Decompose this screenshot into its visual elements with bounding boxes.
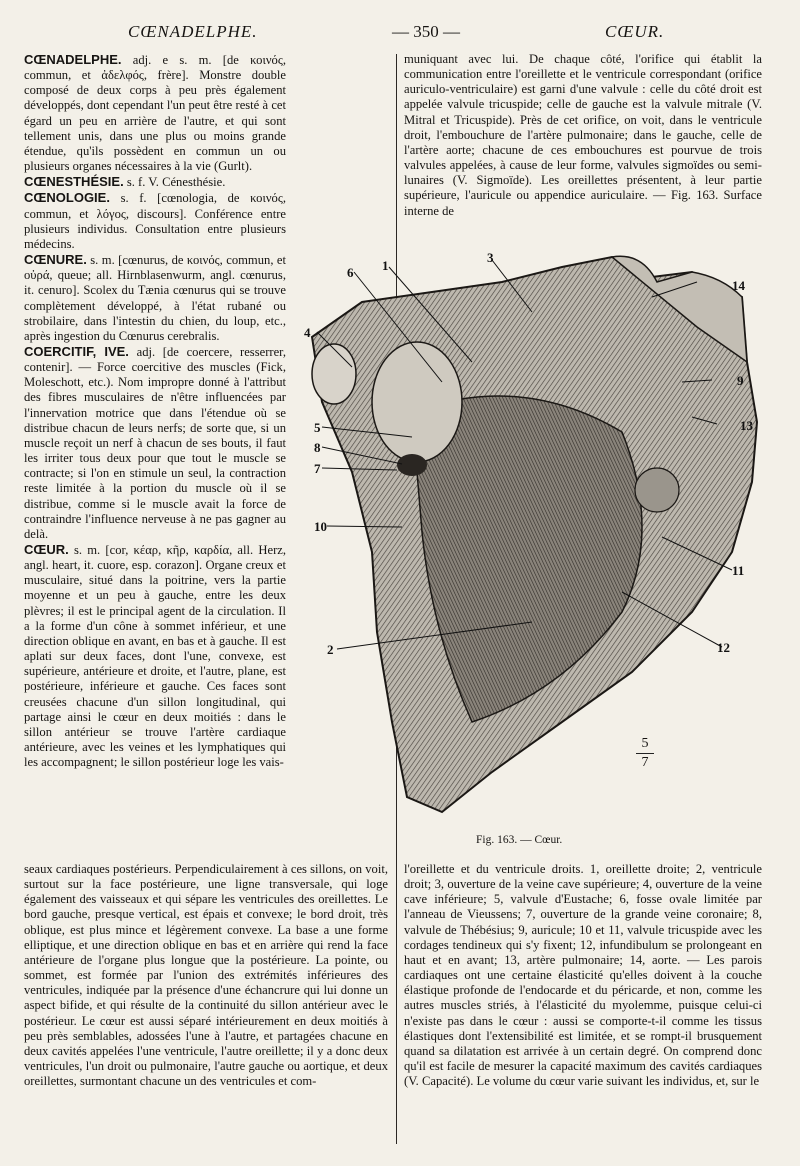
entry-text: s. f. V. Cénesthésie. bbox=[123, 175, 226, 190]
left-running-head: CŒNADELPHE. bbox=[128, 22, 258, 41]
figure-caption: Fig. 163. — Cœur. bbox=[476, 834, 563, 846]
figure-label: 7 bbox=[314, 461, 321, 476]
bottom-left-column bbox=[24, 862, 388, 1089]
right-top-paragraph: muniquant avec lui. De chaque côté, l'orifice qui établit la communication entre l'oreillette et le ventricule correspondant (orifice auriculo-ventriculaire) est garni d'une valvule : celle du côté droit est appelée valvule tricuspide; celle de gauche est la valvule mitrale (V. Mitral et Tricuspide). Près de cet orifice, on voit, dans le ventricule droit, l'embouchure de l'artère pulmonaire; dans le gauche, celle de l'artère aorte; chacune de ces embouchures est pourvue de trois valvules appelées, à cause de leur forme, valvules sigmoïdes ou semi-lunaires (V. Sigmoïde). Les oreillettes présentent, à leur partie supérieure, l'auricule ou appendice auriculaire. — Fig. 163. Surface interne de bbox=[404, 52, 762, 218]
right-bottom-paragraph: l'oreillette et du ventricule droits. 1, oreillette droite; 2, ventricule droit; 3, ouverture de la veine cave supérieure; 4, ouverture de la veine cave inférieure; 5, valvule d'Eustache; 6, fosse ovale limitée par l'anneau de Vieussens; 7, ouverture de la grande veine coronaire; 8, valvule de Thébésius; 9, auricule; 10 et 11, valvule tricuspide avec les cordages tendineux qui s'y fixent; 12, infundibulum se prolongeant en haut et en avant; 13, artère pulmonaire; 14, aorte. — Les parois cardiaques ont une certaine élasticité qu'elles doivent à la couche élastique profonde de l'endocarde et du péricarde, et non, comme les autres muscles striés, à l'élasticité du myolemme, puisque celui-ci n'existe pas dans le cœur : aussi se comporte-t-il comme les tissus élastiques dont l'extensibilité est limitée, et se rompt-il brusquement quand sa dilatation est arrivée à un certain degré. On comprend donc qu'il est facile de mesurer la capacité maximum des cavités cardiaques (V. Capacité). Le volume du cœur varie suivant les individus, et, sur le bbox=[404, 862, 762, 1089]
entry-coenesthesie bbox=[24, 174, 286, 190]
figure-label: 14 bbox=[732, 278, 745, 293]
entry-text: s. m. [cor, κέαρ, κῆρ, καρδία, all. Herz, angl. heart, it. cuore, esp. corazon]. Organe creux et musculaire, situé dans la poitrine, vers la partie moyenne et un peu à gauche, entre les deux plèvres; il est le principal agent de la circulation. Il a la forme d'un cône à sommet inférieur, et une direction oblique en avant, en bas et à gauche. Il est aplati sur deux faces, dont l'une, convexe, est supérieure, antérieure et droite, et l'autre, plane, est postérieure, inférieure et gauche. Ces faces sont creusées chacune d'un sillon longitudinal, qui partage ainsi le cœur en deux moitiés : dans le sillon antérieur se trouve l'artère cardiaque antérieure, avec les veines et les lymphatiques qui les accompagnent; le sillon postérieur loge les vais- bbox=[24, 543, 286, 770]
page-number: — 350 — bbox=[392, 22, 460, 41]
figure-label: 9 bbox=[737, 373, 744, 388]
running-header bbox=[20, 18, 780, 44]
entry-head: CŒNOLOGIE. bbox=[24, 190, 110, 206]
right-column-bottom bbox=[404, 862, 762, 1089]
scale-fraction bbox=[636, 736, 654, 771]
heart-illustration bbox=[312, 256, 757, 812]
entry-text: adj. e s. m. [de κοινός, commun, et ἀδελφός, frère]. Monstre double composé de deux corps à peu près également développés, dont cependant l'un peut être resté à cet égard un peu en arrière de l'autre, et qui sont tellement unis, dans une plus ou moins grande étendue, qu'ils possèdent en commun un ou plusieurs organes nécessaires à la vie (Gurlt). bbox=[24, 53, 286, 174]
entry-text: s. f. [cœnologia, de κοινός, commun, et λόγος, discours]. Conférence entre plusieurs individus. Consultation entre plusieurs médecins. bbox=[24, 191, 286, 251]
entry-text: s. m. [cœnurus, de κοινός, commun, et οὐρά, queue; all. Hirnblasenwurm, angl. cœnurus, it. cenuro]. Scolex du Tænia cœnurus qui se trouve complètement développé, à l'état rubané ou strobilaire, dans l'intestin du chien, du loup, etc., après ingestion du Cœnurus cerebralis. bbox=[24, 253, 286, 343]
entry-head: COERCITIF, IVE. bbox=[24, 343, 129, 359]
figure-label: 8 bbox=[314, 440, 321, 455]
figure-label: 1 bbox=[382, 258, 389, 273]
right-column-top bbox=[404, 52, 762, 219]
entry-head: CŒNURE. bbox=[24, 252, 87, 268]
scale-bar bbox=[636, 753, 654, 754]
figure-label: 2 bbox=[327, 642, 334, 657]
figure-label: 4 bbox=[304, 325, 311, 340]
entry-head: CŒNESTHÉSIE. bbox=[24, 174, 124, 190]
figure-label: 10 bbox=[314, 519, 327, 534]
entry-text: adj. [de coercere, resserrer, contenir]. — Force coercitive des muscles (Fick, Moleschott, etc.). Nom impropre donné à l'attribut des fibres musculaires de n'être influencées par l'innervation motrice que dans l'étendue où se distribue chacun de leurs nerfs; de sorte que, si un muscle reçoit un nerf à chacun de ses bouts, il faut les irriter tous deux pour que tout le muscle se contracte; si l'on en stimule un seul, la contraction reste limitée à la portion du muscle où il se distribue, comme si le muscle avait la force de contraindre l'influence nerveuse à ne pas gagner au delà. bbox=[24, 344, 287, 541]
left-column bbox=[24, 52, 286, 770]
figure-label: 11 bbox=[732, 563, 745, 578]
entry-coenologie bbox=[24, 190, 286, 252]
figure-label: 3 bbox=[487, 252, 494, 265]
entry-coercitif bbox=[24, 344, 286, 542]
right-running-head: CŒUR. bbox=[605, 22, 665, 41]
entry-coenure bbox=[24, 252, 286, 344]
entry-head: CŒNADELPHE. bbox=[24, 52, 122, 67]
entry-coeur bbox=[24, 542, 286, 770]
figure-label: 13 bbox=[740, 418, 753, 433]
scale-denominator: 7 bbox=[641, 755, 649, 770]
entry-coenadelphe bbox=[24, 52, 286, 174]
bottom-left-paragraph: seaux cardiaques postérieurs. Perpendiculairement à ces sillons, on voit, surtout sur la face postérieure, une ligne transversale, qui loge également des vaisseaux et qui sépare les ventricules des oreillettes. Le bord gauche, presque vertical, est épais et convexe; le bord droit, très oblique, est plus mince et légèrement convexe. La base a une forme elliptique, et une direction oblique en bas et en arrière qui rend la face antérieure de l'organe plus longue que la postérieure. La pointe, ou sommet, est formée par l'union des extrémités inférieures des ventricules, indiquée par la présence d'une échancrure qui lui donne un aspect bifide, et qui résulte de la continuité du sillon antérieur avec le postérieur. Le cœur est aussi séparé intérieurement en deux moitiés à peu près semblables, adossées l'une à l'autre, et partagées chacune en deux cavités appelées l'une ventricule, l'autre oreillette; il y a donc deux ventricules, l'un droit ou pulmonaire, l'autre gauche ou aortique, et deux oreillettes, surmontant chacune un des ventricules et com- bbox=[24, 862, 388, 1089]
figure-label: 6 bbox=[347, 265, 354, 280]
figure-label: 5 bbox=[314, 420, 321, 435]
entry-head: CŒUR. bbox=[24, 542, 69, 557]
heart-figure bbox=[292, 252, 792, 818]
figure-label: 12 bbox=[717, 640, 730, 655]
scale-numerator: 5 bbox=[641, 736, 649, 751]
